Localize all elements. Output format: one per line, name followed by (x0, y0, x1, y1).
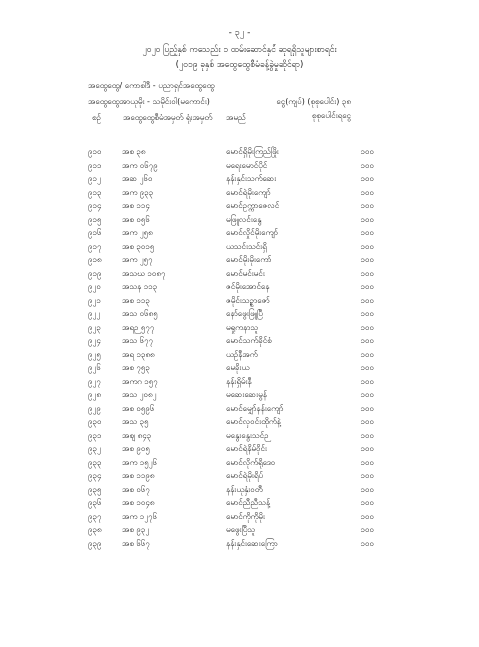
row-number: ၉၂၂ (88, 309, 101, 318)
registration-number: အရ ၁၃၈၈ (122, 349, 155, 359)
table-row (0, 484, 479, 498)
award-amount: ၁၀၀ (360, 214, 374, 224)
registration-number: အသဃ ၁၀၈၇ (122, 268, 166, 278)
table-row (0, 241, 479, 255)
row-number: ၉၁၈ (88, 255, 102, 264)
award-amount: ၁၀၀ (360, 255, 374, 264)
awardee-name: မရှုကနာသူ (226, 322, 259, 332)
registration-number: အသ ၀၆၈၅ (122, 309, 158, 318)
award-amount: ၁၀၀ (360, 430, 374, 440)
registration-number: အသ ၃၅ (122, 417, 149, 426)
award-amount: ၁၀၀ (360, 525, 374, 534)
registration-number: အက ၂၅၈ (122, 228, 153, 237)
table-row (0, 443, 479, 457)
registration-number: အစ ၀၅၆ (122, 214, 150, 224)
awardee-name: မောင်ဥက္ကာဇေလင် (226, 201, 280, 210)
row-number: ၉၁၆ (88, 228, 102, 237)
registration-number: အစ ၀၆၇ (122, 484, 150, 494)
award-amount: ၁၀၀ (360, 187, 374, 197)
awardee-name: မောင်မင်းမင်း (226, 268, 265, 278)
table-row (0, 416, 479, 430)
row-number: ၉၁၉ (88, 268, 102, 278)
registration-number: အစ ၁၁၉၈ (122, 471, 155, 480)
table-row (0, 295, 479, 309)
awardee-name: မနွေးနွေးသင်ဉ (226, 430, 269, 440)
awardee-name: မောင်လိုက်ရိုဒေဝ (226, 457, 276, 467)
table-row (0, 430, 479, 444)
awardee-name: နန်းယုနှံးဝတီ (226, 484, 263, 494)
awardee-name: မောင်ရဲမိုးကျော် (226, 187, 271, 197)
award-amount: ၁၀၀ (360, 160, 374, 170)
award-amount: ၁၀၀ (360, 484, 374, 494)
awardee-name: မဖြူလင်းနွေ (226, 214, 262, 224)
table-row (0, 187, 479, 201)
row-number: ၉၂၁ (88, 295, 101, 305)
awardee-table (0, 146, 479, 551)
awardee-name: မရေးမောင်ပိုင် (226, 160, 268, 170)
row-number: ၉၂၅ (88, 349, 101, 359)
column-header-amount: စုစုပေါင်းရငွေ (311, 111, 351, 120)
document-subtitle: (၂၀၁၉ ခုနှစ် အထွေထွေစီမံခန့်ခွဲမှုဆိုင်ရာ) (175, 60, 304, 70)
row-number: ၉၃၅ (88, 484, 102, 494)
awardee-name: နန်းနှင်းဆေးကြော (226, 538, 278, 548)
award-amount: ၁၀၀ (360, 444, 374, 453)
row-number: ၉၃၃ (88, 457, 102, 467)
awardee-name: မဖွေးပြီသူ (226, 525, 256, 534)
table-row (0, 362, 479, 376)
award-amount: ၁၀၀ (360, 295, 374, 305)
row-number: ၉၃၄ (88, 471, 102, 480)
table-row (0, 308, 479, 322)
awardee-name: ဇမိုင်းသဉ္စာဇော် (226, 295, 270, 305)
award-amount: ၁၀၀ (360, 268, 374, 278)
award-amount: ၁၀၀ (360, 228, 374, 237)
registration-number: အက ၂၅၇ (122, 255, 153, 264)
award-amount: ၁၀၀ (360, 538, 374, 548)
table-row (0, 403, 479, 417)
row-number: ၉၂၆ (88, 363, 101, 372)
row-number: ၉၁၁ (88, 160, 102, 170)
award-amount: ၁၀၀ (360, 403, 374, 413)
column-header-name: အမည် (226, 113, 246, 122)
row-number: ၉၃၈ (88, 525, 102, 534)
award-amount: ၁၀၀ (360, 336, 374, 345)
table-row (0, 281, 479, 295)
award-amount: ၁၀၀ (360, 417, 374, 426)
award-amount: ၁၀၀ (360, 147, 374, 156)
registration-number: အစ ၃၀၁၅ (122, 241, 155, 251)
award-amount: ၁၀၀ (360, 457, 374, 467)
awardee-name: မောင်သက်ခိုင်စံ (226, 336, 272, 345)
table-row (0, 524, 479, 538)
award-amount: ၁၀၀ (360, 511, 374, 521)
document-title: ၂၀၂၀ ပြည့်နှစ် ကသေည်း ၁ ထမ်းဆောင်နှင်ံ ဆုရရှိသူများစာရင်း (142, 45, 337, 55)
column-header-registration: အထွေထွေစီမံအမှတ် ရုံးအမှတ် (123, 113, 213, 122)
row-number: ၉၃၇ (88, 511, 102, 521)
registration-number: အစ ၆၆၇ (122, 538, 150, 548)
table-row (0, 227, 479, 241)
registration-number: အက ၉၃၃ (122, 187, 154, 197)
registration-number: အက ၀၆၇၉ (122, 160, 158, 170)
awardee-name: ယသင်းသင်းရှိ (226, 241, 267, 251)
registration-number: အစ ၃၈ (122, 147, 146, 156)
awardee-name: မောင်ညီညီသန့် (226, 498, 270, 507)
header-line-2-left: အထွေထွေအာယုမိုး - သမိုင်းဝါ(မကောင်း) (88, 97, 210, 106)
awardee-name: နန်းနှင်းသက်ဆေး (226, 174, 277, 183)
row-number: ၉၃၉ (88, 538, 102, 548)
row-number: ၉၃၀ (88, 417, 102, 426)
table-row (0, 457, 479, 471)
row-number: ၉၁၅ (88, 214, 102, 224)
awardee-name: မောင်ရှိမိုးကြည်ဖြိုး (226, 147, 279, 156)
awardee-name: မောင်မျှော်နန်းကျော် (226, 403, 284, 413)
awardee-name: မောင်ရဲမိုးရိပ် (226, 471, 263, 480)
row-number: ၉၁၄ (88, 201, 102, 210)
table-row (0, 173, 479, 187)
registration-number: အစျ ၈၄၃ (122, 430, 152, 440)
table-row (0, 146, 479, 160)
award-amount: ၁၀၀ (360, 174, 374, 183)
row-number: ၉၃၁ (88, 430, 102, 440)
award-amount: ၁၀၀ (360, 349, 374, 359)
award-amount: ၁၀၀ (360, 309, 374, 318)
header-line-1: အထွေထွေ/ ကောစါဒီ - ပညာရှင်အထွေထွေ (88, 81, 215, 90)
table-row (0, 160, 479, 174)
registration-number: အသန ၁၁၃ (122, 282, 158, 291)
table-row (0, 538, 479, 552)
table-row (0, 376, 479, 390)
page-number: - ၃၂ - (228, 28, 251, 38)
awardee-name: မဆေးဆေးမွန် (226, 390, 267, 399)
row-number: ၉၃၆ (88, 498, 102, 507)
registration-number: အစ ၉၃၂ (122, 525, 150, 534)
row-number: ၉၂၄ (88, 336, 101, 345)
award-amount: ၁၀၀ (360, 282, 374, 291)
registration-number: အက ၁၂၇၆ (122, 511, 158, 521)
registration-number: အစ ၉၀၅ (122, 444, 150, 453)
registration-number: အစ ၁၀၄၈ (122, 498, 155, 507)
table-row (0, 511, 479, 525)
table-row (0, 389, 479, 403)
awardee-name: မောင်လှဝင်းထိုက်နဲ့ (226, 417, 281, 426)
award-amount: ၁၀၀ (360, 363, 374, 372)
registration-number: အဆ ၂၆၀ (122, 174, 153, 183)
column-header-number: စဉ် (92, 113, 101, 122)
award-amount: ၁၀၀ (360, 390, 374, 399)
table-row (0, 268, 479, 282)
row-number: ၉၁၀ (88, 147, 102, 156)
row-number: ၉၂၃ (88, 322, 101, 332)
registration-number: အသ ၆၇၇ (122, 336, 154, 345)
registration-number: အစ ၀၅၉၆ (122, 403, 155, 413)
award-amount: ၁၀၀ (360, 376, 374, 386)
awardee-name: နန်းရှိမ်းနီ (226, 376, 252, 386)
registration-number: အစ ၇၅၃ (122, 363, 150, 372)
header-line-2-right: ငွေ(ကျပ်) (စုစုပေါင်း) ၃၈ (276, 97, 351, 106)
awardee-name: မေခိုးယ (226, 363, 250, 372)
row-number: ၉၁၂ (88, 174, 101, 183)
registration-number: အစ ၁၁၄ (122, 201, 150, 210)
row-number: ၉၂၉ (88, 403, 101, 413)
row-number: ၉၂၀ (88, 282, 101, 291)
table-row (0, 322, 479, 336)
awardee-name: နော်ဖွေးဖြူပြီ (226, 309, 263, 318)
row-number: ၉၁၃ (88, 187, 102, 197)
table-row (0, 254, 479, 268)
registration-number: အစ ၁၁၃ (122, 295, 150, 305)
award-amount: ၁၀၀ (360, 498, 374, 507)
registration-number: အရဉ ၅၇၇ (122, 322, 155, 332)
table-row (0, 349, 479, 363)
table-row (0, 200, 479, 214)
awardee-name: ဇင်မိုးအောင်နေ (226, 282, 270, 291)
table-row (0, 497, 479, 511)
awardee-name: မောင်ကိုကိုမိုး (226, 511, 265, 521)
table-row (0, 214, 479, 228)
registration-number: အကဂ ၁၅၇ (122, 376, 158, 386)
table-row (0, 470, 479, 484)
award-amount: ၁၀၀ (360, 201, 374, 210)
table-row (0, 335, 479, 349)
row-number: ၉၁၇ (88, 241, 102, 251)
row-number: ၉၃၂ (88, 444, 101, 453)
awardee-name: မောင်လှိုင်မိုးကျော် (226, 228, 278, 237)
awardee-name: မောင်မိုးမိုးကော် (226, 255, 272, 264)
row-number: ၉၂၈ (88, 390, 101, 399)
award-amount: ၁၀၀ (360, 241, 374, 251)
award-amount: ၁၀၀ (360, 471, 374, 480)
registration-number: အသ ၂၀၈၂ (122, 390, 157, 399)
registration-number: အက ၁၅၂၆ (122, 457, 158, 467)
award-amount: ၁၀၀ (360, 322, 374, 332)
awardee-name: မောင်ရဲနိမ်ဝိုင်း (226, 444, 267, 453)
row-number: ၉၂၇ (88, 376, 101, 386)
awardee-name: ယဉ်နီအက် (226, 349, 258, 359)
